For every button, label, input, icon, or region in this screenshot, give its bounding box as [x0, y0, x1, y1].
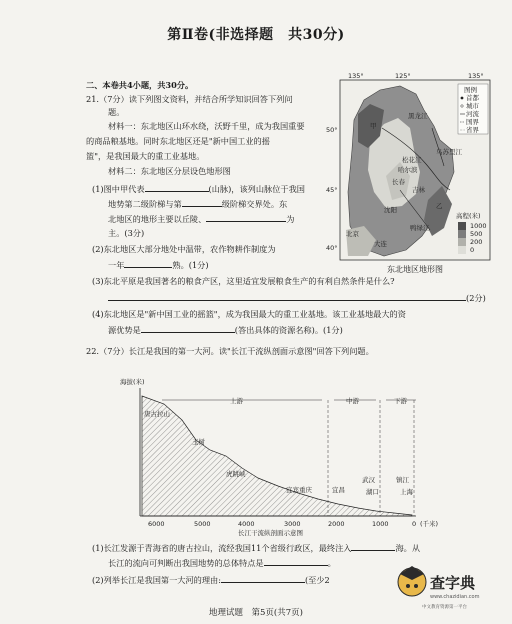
chart-caption: 长江干流纵剖面示意图: [238, 529, 303, 537]
legend-item: 城市: [466, 102, 479, 110]
map-label-songhuajiang: 松花江: [402, 156, 422, 164]
answer-blank[interactable]: [351, 542, 395, 551]
logo-slogan: 中文教育资源第一平台: [422, 605, 467, 610]
q21-part2-line1: (2)东北地区大部分地处中温带，农作物耕作制度为: [92, 244, 276, 254]
map-label-jia: 甲: [370, 122, 377, 130]
map-lat-label: 40°: [326, 244, 338, 252]
q21-part3-answer: (2分): [108, 292, 486, 304]
q21-part4-line2: 源优势是 (答出具体的资源名称)。(1分): [108, 325, 343, 335]
legend-capital-icon: [461, 97, 464, 100]
q21-part3: (3)东北平原是我国著名的粮食产区，这里适宜发展粮食生产的有利自然条件是什么?: [92, 276, 395, 286]
place-hutiaoxia: 虎跳峡: [226, 470, 246, 478]
x-tick: 2000: [328, 520, 345, 528]
material1-line2: 的商品粮基地。同时东北地区还是"新中国工业的摇: [86, 136, 270, 146]
place-tanggula: 唐古拉山: [144, 410, 170, 418]
chart-y-label: 海拔(米): [120, 378, 145, 386]
map-lat-label: 50°: [326, 126, 338, 134]
q21-part1-line4: 主。(3分): [108, 228, 145, 238]
elevation-title: 高程(米): [456, 212, 481, 220]
q22-stem: 22.（7分）长江是我国的第一大河。读"长江干流纵剖面示意图"回答下列问题。: [86, 346, 374, 356]
elevation-value: 500: [470, 230, 483, 238]
material1-line1: 材料一：东北地区山环水绕，沃野千里，成为我国重要: [108, 121, 305, 131]
paper-title: 第Ⅱ卷(非选择题 共30分): [167, 27, 345, 43]
place-wuhan: 武汉: [362, 476, 375, 484]
logo-url: www.chazidian.com: [430, 594, 480, 600]
answer-blank[interactable]: [145, 183, 209, 192]
q21-part1-line3: 北地区的地形主要以丘陵、 为: [108, 214, 295, 224]
q22-part1-line2: 长江的流向可判断出我国地势的总体特点是 。: [108, 558, 336, 568]
x-tick: 1000: [372, 520, 389, 528]
legend-item: 省界: [466, 126, 479, 134]
answer-blank[interactable]: [182, 198, 222, 207]
material2: 材料二：东北地区分层设色地形图: [108, 166, 231, 176]
elevation-value: 0: [470, 246, 475, 254]
q21-part2-line2: 一年 熟。(1分): [108, 260, 209, 270]
x-tick: 3000: [284, 520, 301, 528]
map-label-beijing: 北京: [346, 230, 359, 238]
x-tick: 6000: [148, 520, 165, 528]
answer-blank[interactable]: [221, 574, 305, 583]
map-label-yi: 乙: [436, 202, 443, 210]
map-lon-label: 135°: [468, 72, 484, 80]
elevation-value: 200: [470, 238, 483, 246]
material1-line3: 篮"，是我国最大的重工业基地。: [86, 151, 205, 161]
map-lat-label: 45°: [326, 186, 338, 194]
section-lower: 下游: [394, 397, 407, 405]
answer-blank[interactable]: [264, 557, 328, 566]
answer-blank[interactable]: [141, 324, 235, 333]
q21-part1-line1: (1)图中甲代表 (山脉)，该列山脉位于我国: [92, 184, 305, 194]
place-yushu: 玉树: [192, 438, 205, 446]
answer-blank[interactable]: [124, 259, 172, 268]
map-lon-label: 125°: [395, 72, 411, 80]
section-heading: 二、本卷共4小题，共30分。: [86, 80, 194, 90]
map-label-yalujiang: 鸭绿江: [410, 224, 430, 232]
answer-blank[interactable]: [206, 213, 286, 222]
map-label-heilongjiang: 黑龙江: [408, 112, 428, 120]
elevation-value: 1000: [470, 222, 487, 230]
map-lon-label: 135°: [348, 72, 364, 80]
q21-stem-line1: 21.（7分）读下列图文资料，并结合所学知识回答下列问: [86, 94, 293, 104]
map-label-harbin: 哈尔滨: [398, 166, 418, 174]
legend-item: 河流: [466, 110, 479, 118]
place-yibin-chongqing: 宜宾重庆: [286, 486, 312, 494]
map-label-wusulijiang: 乌苏里江: [436, 148, 462, 156]
yangtze-profile-chart: [118, 376, 448, 536]
section-middle: 中游: [346, 397, 359, 405]
map-label-shenyang: 沈阳: [384, 206, 397, 214]
page-footer: 地理试题 第5页(共7页): [209, 608, 303, 618]
q21-stem-line2: 题。: [108, 107, 125, 117]
answer-line[interactable]: [108, 292, 466, 301]
map-label-dalian: 大连: [374, 240, 387, 248]
q22-part1-line1: (1)长江发源于青海省的唐古拉山，流经我国11个省级行政区，最终注入 海。从: [92, 543, 421, 553]
legend-item: 国界: [466, 118, 479, 126]
place-hukou: 湖口: [366, 488, 379, 496]
map-label-jilin: 吉林: [412, 186, 425, 194]
x-tick: 5000: [194, 520, 211, 528]
map-label-changchun: 长春: [392, 178, 405, 186]
q21-part4-line1: (4)东北地区是"新中国工业的摇篮"，成为我国最大的重工业基地。该工业基地最大的资: [92, 309, 406, 319]
legend-title: 图例: [464, 86, 477, 94]
place-shanghai: 上海: [400, 488, 413, 496]
northeast-terrain-map: [326, 72, 490, 260]
x-tick: 0: [412, 520, 417, 528]
logo-text: 查字典: [430, 574, 476, 592]
place-yichang: 宜昌: [332, 486, 345, 494]
q21-part1-line2: 地势第二级阶梯与第 级阶梯交界处。东: [108, 199, 288, 209]
x-tick: 4000: [238, 520, 255, 528]
q22-part2: (2)列举长江是我国第一大河的理由: (至少2: [92, 575, 330, 585]
legend-item: 首都: [466, 94, 479, 102]
place-zhenjiang: 镇江: [396, 476, 409, 484]
map-caption: 东北地区地形图: [387, 265, 443, 274]
chart-x-label: (千米): [420, 520, 439, 528]
section-upper: 上游: [230, 397, 243, 405]
